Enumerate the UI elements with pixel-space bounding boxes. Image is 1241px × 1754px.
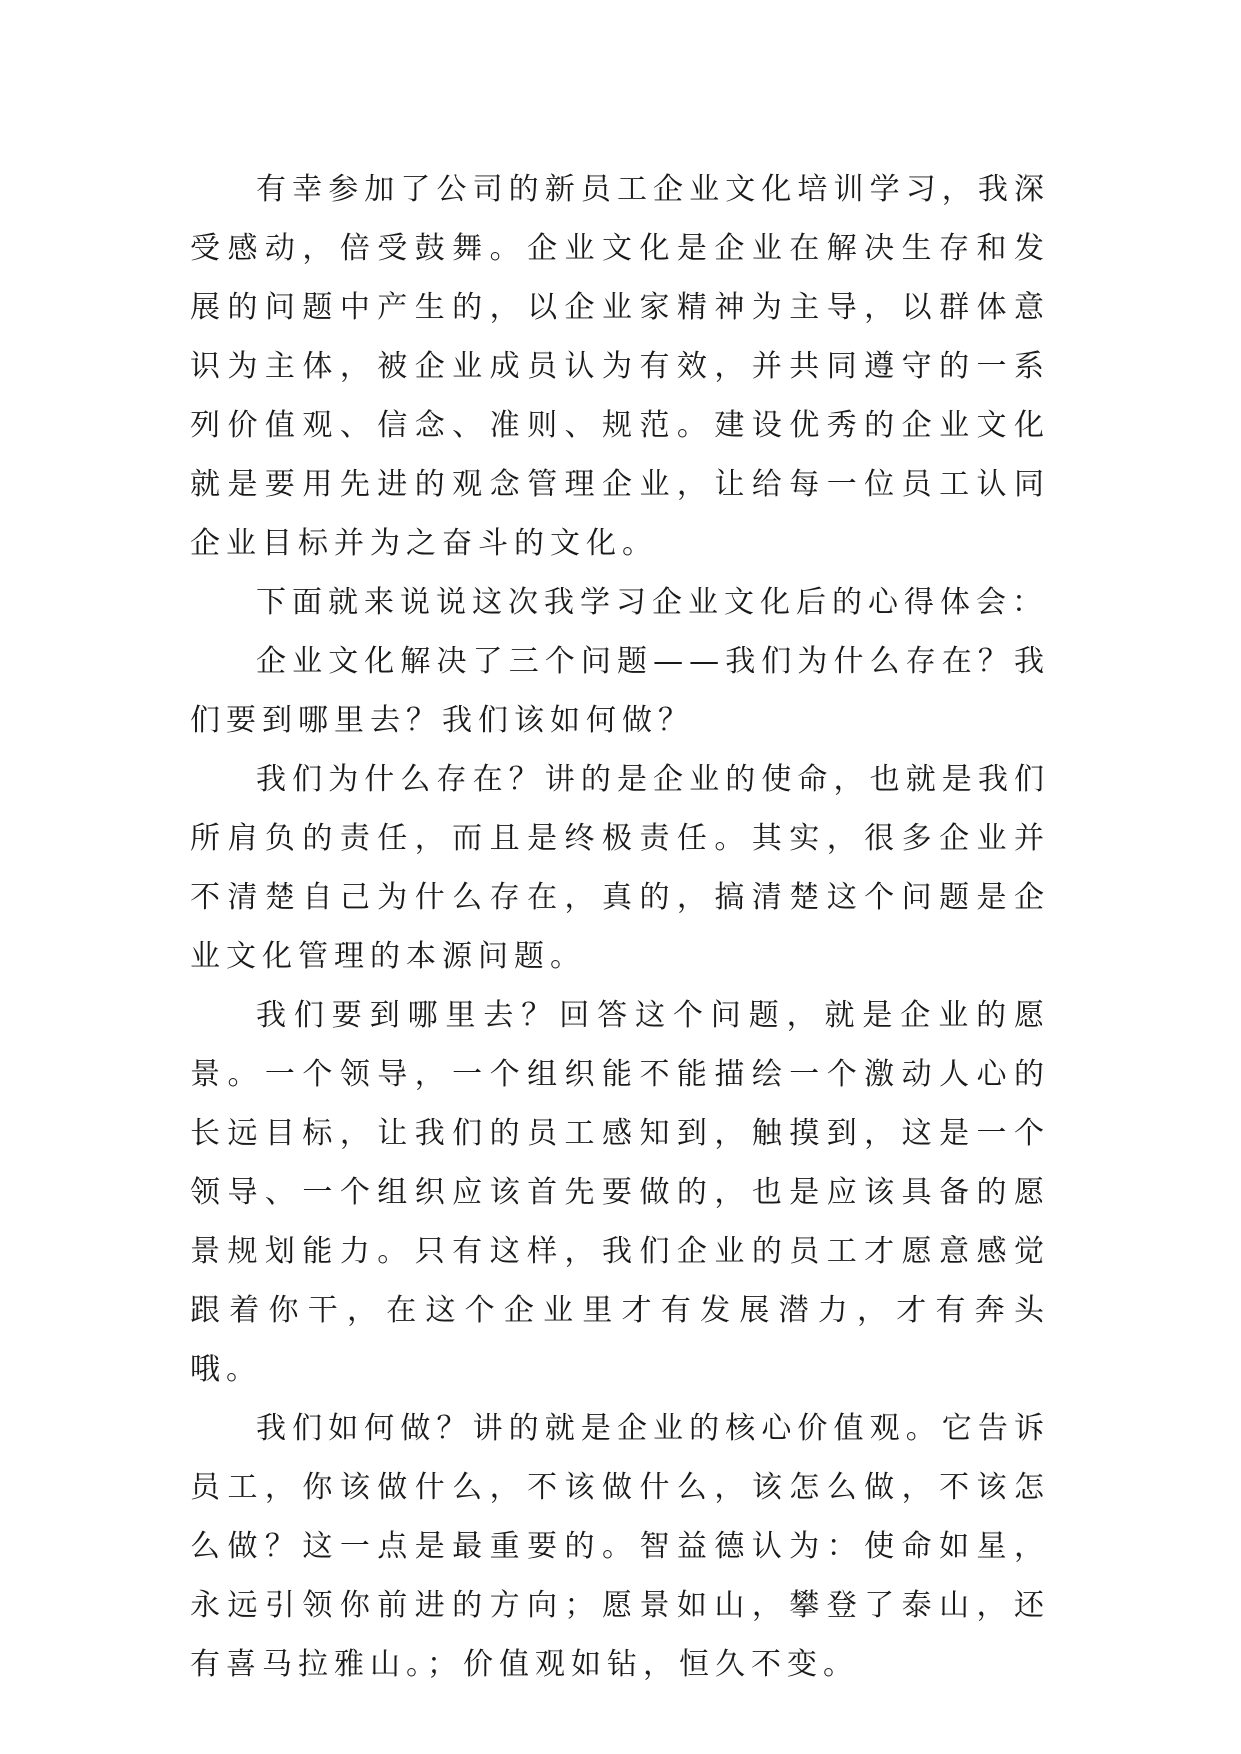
document-body <box>190 160 1050 1694</box>
paragraph-vision: 我们要到哪里去？回答这个问题，就是企业的愿景。一个领导，一个组织能不能描绘一个激动人心的长远目标，让我们的员工感知到，触摸到，这是一个领导、一个组织应该首先要做的，也是应该具备的愿景规划能力。只有这样，我们企业的员工才愿意感觉跟着你干，在这个企业里才有发展潜力，才有奔头哦。 <box>190 998 1050 1387</box>
paragraph-transition: 下面就来说说这次我学习企业文化后的心得体会： <box>256 585 1048 620</box>
paragraph-intro: 有幸参加了公司的新员工企业文化培训学习，我深受感动，倍受鼓舞。企业文化是企业在解决生存和发展的问题中产生的，以企业家精神为主导，以群体意识为主体，被企业成员认为有效，并共同遵守的一系列价值观、信念、准则、规范。建设优秀的企业文化就是要用先进的观念管理企业，让给每一位员工认同企业目标并为之奋斗的文化。 <box>190 172 1050 561</box>
paragraph-three-questions: 企业文化解决了三个问题——我们为什么存在？我们要到哪里去？我们该如何做？ <box>190 644 1050 738</box>
paragraph-values: 我们如何做？讲的就是企业的核心价值观。它告诉员工，你该做什么，不该做什么，该怎么做，不该怎么做？这一点是最重要的。智益德认为：使命如星，永远引领你前进的方向；愿景如山，攀登了泰山，还有喜马拉雅山。；价值观如钻，恒久不变。 <box>190 1411 1050 1682</box>
paragraph-mission: 我们为什么存在？讲的是企业的使命，也就是我们所肩负的责任，而且是终极责任。其实，很多企业并不清楚自己为什么存在，真的，搞清楚这个问题是企业文化管理的本源问题。 <box>190 762 1050 974</box>
